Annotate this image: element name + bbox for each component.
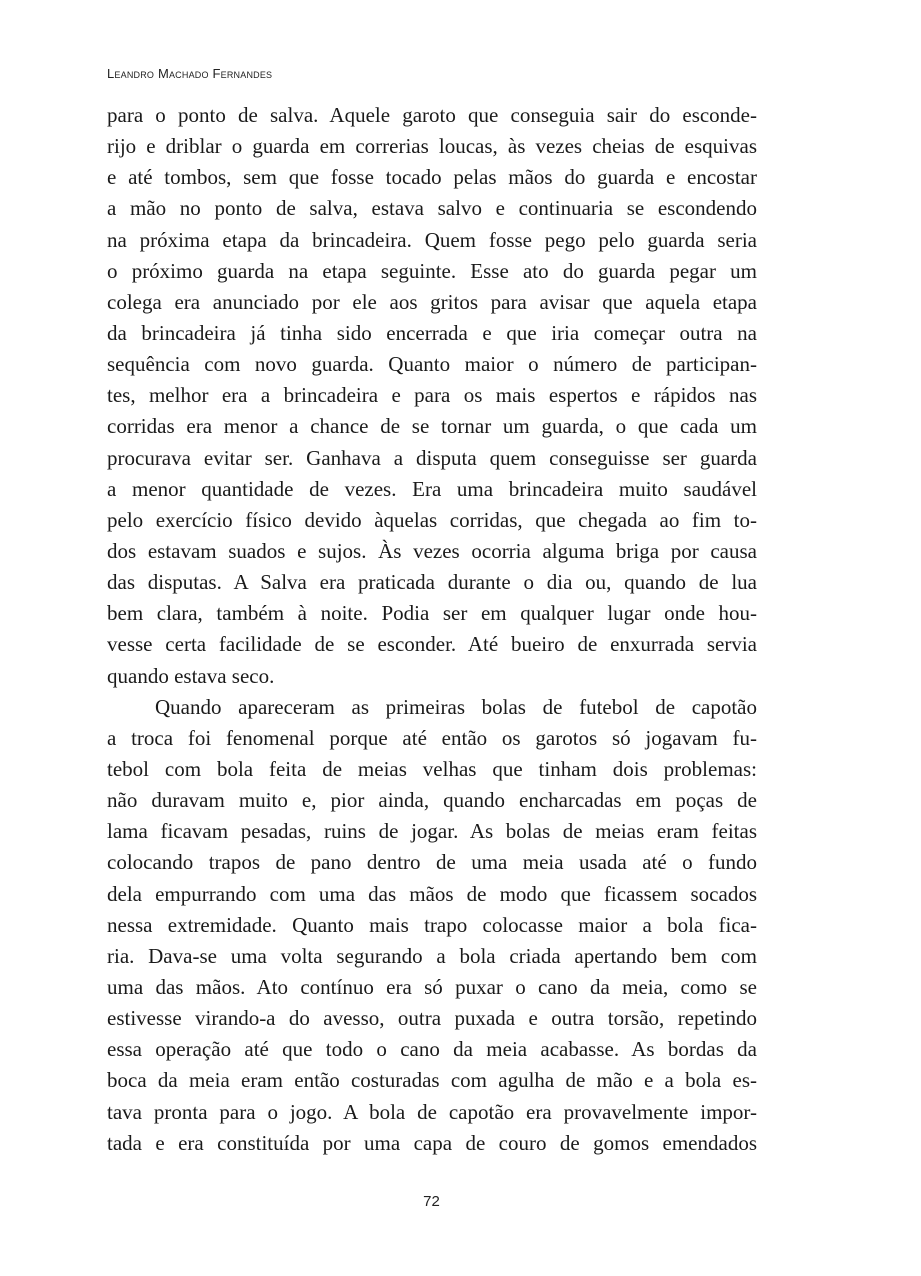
paragraph-2	[107, 692, 757, 1159]
text-line: da brincadeira já tinha sido encerrada e que iria começar outra na	[107, 320, 757, 345]
text-line: Quando apareceram as primeiras bolas de futebol de capotão	[155, 694, 757, 719]
body-text	[107, 100, 757, 1159]
text-line: corridas era menor a chance de se tornar um guarda, o que cada um	[107, 414, 757, 439]
text-line: ria. Dava-se uma volta segurando a bola criada apertando bem com	[107, 943, 757, 968]
text-line: tada e era constituída por uma capa de couro de gomos emendados	[107, 1130, 757, 1155]
text-line: na próxima etapa da brincadeira. Quem fosse pego pelo guarda seria	[107, 227, 757, 252]
text-line: boca da meia eram então costuradas com agulha de mão e a bola es-	[107, 1068, 757, 1093]
text-line: estivesse virando-a do avesso, outra puxada e outra torsão, repetindo	[107, 1006, 757, 1031]
text-line: procurava evitar ser. Ganhava a disputa quem conseguisse ser guarda	[107, 445, 757, 470]
text-line: das disputas. A Salva era praticada durante o dia ou, quando de lua	[107, 570, 757, 595]
text-line: tava pronta para o jogo. A bola de capotão era provavelmente impor-	[107, 1099, 757, 1124]
text-line: bem clara, também à noite. Podia ser em qualquer lugar onde hou-	[107, 601, 757, 626]
text-line: essa operação até que todo o cano da meia acabasse. As bordas da	[107, 1037, 757, 1062]
text-line: colega era anunciado por ele aos gritos para avisar que aquela etapa	[107, 289, 757, 314]
text-line: a menor quantidade de vezes. Era uma brincadeira muito saudável	[107, 476, 757, 501]
running-head-author: Leandro Machado Fernandes	[107, 66, 273, 81]
text-line: para o ponto de salva. Aquele garoto que conseguia sair do esconde-	[107, 103, 757, 127]
text-line: tebol com bola feita de meias velhas que tinham dois problemas:	[107, 756, 757, 781]
text-line: tes, melhor era a brincadeira e para os mais espertos e rápidos nas	[107, 383, 757, 408]
page-number: 72	[423, 1193, 440, 1210]
text-line: e até tombos, sem que fosse tocado pelas mãos do guarda e encostar	[107, 165, 757, 190]
text-line: não duravam muito e, pior ainda, quando encharcadas em poças de	[107, 788, 757, 813]
text-line: colocando trapos de pano dentro de uma meia usada até o fundo	[107, 850, 757, 875]
text-line: lama ficavam pesadas, ruins de jogar. As bolas de meias eram feitas	[107, 819, 757, 844]
paragraph-1	[107, 100, 757, 692]
text-line: quando estava seco.	[107, 663, 275, 688]
text-line: a mão no ponto de salva, estava salvo e continuaria se escondendo	[107, 196, 757, 221]
text-line: sequência com novo guarda. Quanto maior o número de participan-	[107, 352, 757, 377]
text-line: dela empurrando com uma das mãos de modo que ficassem socados	[107, 881, 757, 906]
text-line: a troca foi fenomenal porque até então os garotos só jogavam fu-	[107, 725, 757, 750]
text-line: pelo exercício físico devido àquelas corridas, que chegada ao fim to-	[107, 507, 757, 532]
text-line: nessa extremidade. Quanto mais trapo colocasse maior a bola fica-	[107, 912, 757, 937]
text-line: dos estavam suados e sujos. Às vezes ocorria alguma briga por causa	[107, 538, 757, 563]
text-line: vesse certa facilidade de se esconder. Até bueiro de enxurrada servia	[107, 632, 757, 657]
text-line: uma das mãos. Ato contínuo era só puxar o cano da meia, como se	[107, 974, 757, 999]
text-line: o próximo guarda na etapa seguinte. Esse ato do guarda pegar um	[107, 258, 757, 283]
text-line: rijo e driblar o guarda em correrias loucas, às vezes cheias de esquivas	[107, 134, 757, 159]
